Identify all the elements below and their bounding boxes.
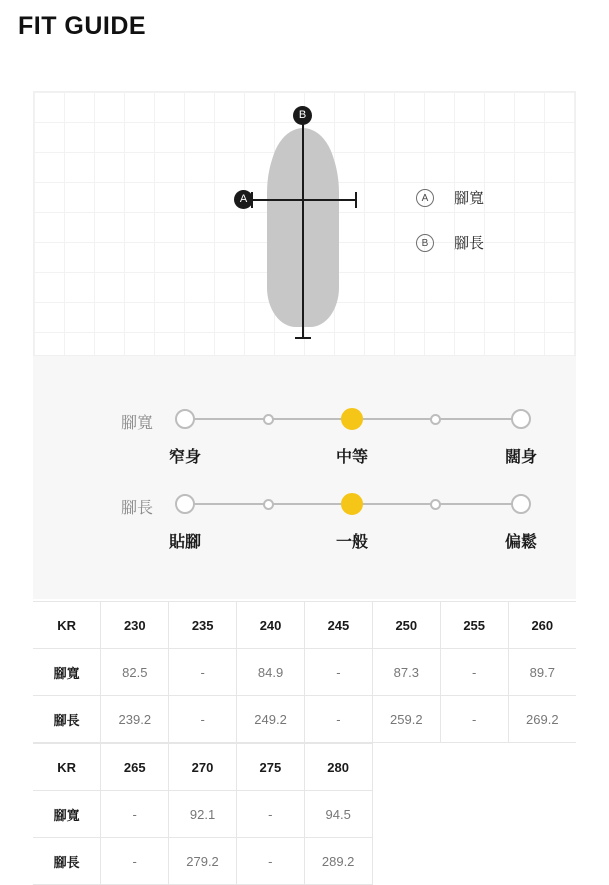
scale-width-caption-medium: 中等 — [335, 449, 369, 466]
scale-width-caption-wide: 闊身 — [504, 449, 538, 466]
table-cell: - — [305, 649, 373, 696]
table-cell: 259.2 — [372, 696, 440, 743]
table-row — [33, 744, 576, 791]
table-cell: 腳長 — [33, 696, 101, 743]
table-cell: 92.1 — [169, 791, 237, 838]
scale-length-node-4[interactable] — [511, 494, 531, 514]
foot-diagram-panel — [33, 91, 576, 356]
table-cell: 239.2 — [101, 696, 169, 743]
legend-row-a — [416, 187, 566, 208]
table-cell: 82.5 — [101, 649, 169, 696]
table-cell: 84.9 — [237, 649, 305, 696]
legend-a-label: 腳寬 — [454, 190, 485, 207]
length-cap-bottom — [295, 337, 311, 339]
scale-width-track — [168, 418, 538, 466]
size-table-2 — [33, 743, 576, 885]
legend-a-icon: A — [416, 189, 434, 207]
scale-width-label: 腳寬 — [120, 415, 153, 432]
diagram-legend — [416, 187, 566, 277]
table-cell: 240 — [237, 602, 305, 649]
table-cell-empty — [440, 791, 508, 838]
table-cell-empty — [372, 791, 440, 838]
table-cell: - — [101, 791, 169, 838]
table-cell: 280 — [304, 744, 372, 791]
scale-width-caption-narrow: 窄身 — [168, 449, 202, 466]
legend-b-icon: B — [416, 234, 434, 252]
table-cell: 255 — [440, 602, 508, 649]
table-cell: KR — [33, 602, 101, 649]
table-row — [33, 649, 576, 696]
scale-length-node-3[interactable] — [430, 499, 441, 510]
size-table-1 — [33, 601, 576, 743]
table-cell: - — [101, 838, 169, 885]
table-cell: 289.2 — [304, 838, 372, 885]
scale-length-node-0[interactable] — [175, 494, 195, 514]
table-cell: 腳寬 — [33, 791, 101, 838]
scale-length-node-1[interactable] — [263, 499, 274, 510]
table-cell-empty — [440, 744, 508, 791]
table-cell-empty — [372, 838, 440, 885]
width-measure-line — [251, 199, 357, 201]
scale-width-node-1[interactable] — [263, 414, 274, 425]
length-measure-line — [302, 114, 304, 339]
table-cell: 270 — [169, 744, 237, 791]
width-cap-right — [355, 192, 357, 208]
table-cell-empty — [508, 838, 576, 885]
fit-scales-panel — [33, 356, 576, 599]
table-cell: 94.5 — [304, 791, 372, 838]
table-cell: 89.7 — [508, 649, 576, 696]
scale-length-node-2[interactable] — [341, 493, 363, 515]
table-cell: 249.2 — [237, 696, 305, 743]
scale-width-node-3[interactable] — [430, 414, 441, 425]
table-cell-empty — [508, 744, 576, 791]
table-cell-empty — [372, 744, 440, 791]
table-cell: - — [236, 838, 304, 885]
table-row — [33, 602, 576, 649]
scale-width — [33, 402, 576, 482]
table-cell: KR — [33, 744, 101, 791]
scale-width-node-0[interactable] — [175, 409, 195, 429]
size-tables — [33, 601, 576, 885]
table-cell: 279.2 — [169, 838, 237, 885]
marker-a-badge: A — [234, 190, 253, 209]
page-title: FIT GUIDE — [18, 12, 147, 40]
legend-row-b — [416, 232, 566, 253]
table-row — [33, 838, 576, 885]
table-cell: 245 — [305, 602, 373, 649]
table-cell: 腳長 — [33, 838, 101, 885]
scale-length-caption-loose: 偏鬆 — [504, 534, 538, 551]
table-row — [33, 791, 576, 838]
scale-length — [33, 487, 576, 567]
table-cell: 230 — [101, 602, 169, 649]
table-cell: - — [440, 649, 508, 696]
table-cell: 235 — [169, 602, 237, 649]
table-cell: 265 — [101, 744, 169, 791]
table-cell-empty — [440, 838, 508, 885]
table-cell: 250 — [372, 602, 440, 649]
table-cell: 腳寬 — [33, 649, 101, 696]
table-cell: - — [169, 649, 237, 696]
scale-width-node-4[interactable] — [511, 409, 531, 429]
scale-length-label: 腳長 — [120, 500, 153, 517]
scale-width-node-2[interactable] — [341, 408, 363, 430]
table-cell: 260 — [508, 602, 576, 649]
table-row — [33, 696, 576, 743]
table-cell: 275 — [236, 744, 304, 791]
table-cell: 87.3 — [372, 649, 440, 696]
table-cell: - — [305, 696, 373, 743]
marker-b-badge: B — [293, 106, 312, 125]
table-cell: 269.2 — [508, 696, 576, 743]
scale-length-caption-normal: 一般 — [335, 534, 369, 551]
scale-length-track — [168, 503, 538, 551]
table-cell: - — [236, 791, 304, 838]
table-cell: - — [169, 696, 237, 743]
legend-b-label: 腳長 — [454, 235, 485, 252]
table-cell-empty — [508, 791, 576, 838]
table-cell: - — [440, 696, 508, 743]
scale-length-caption-snug: 貼腳 — [168, 534, 202, 551]
